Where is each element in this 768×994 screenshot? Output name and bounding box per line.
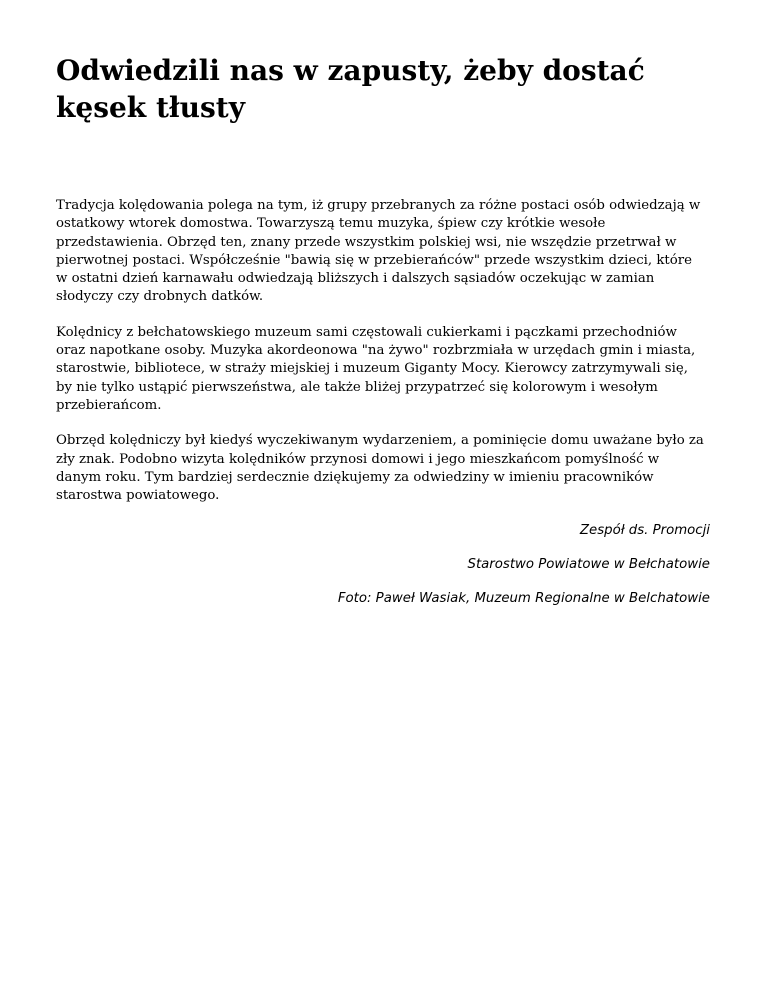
article-paragraph: Tradycja kolędowania polega na tym, iż grupy przebranych za różne postaci osób odwiedzają w ostatkowy wtorek domostwa. Towarzyszą temu muzyka, śpiew czy krótkie wesołe przedstawienia. Obrzęd ten, znany przede wszystkim polskiej wsi, nie wszędzie przetrwał w pierwotnej postaci. Współcześnie "bawią się w przebierańców" przede wszystkim dzieci, które w ostatni dzień karnawału odwiedzają bliższych i dalszych sąsiadów oczekując w zamian słodyczy czy drobnych datków. [56, 198, 701, 305]
article-paragraph: Obrzęd kolędniczy był kiedyś wyczekiwanym wydarzeniem, a pominięcie domu uważane było za zły znak. Podobno wizyta kolędników przynosi domowi i jego mieszkańcom pomyślność w danym roku. Tym bardziej serdecznie dziękujemy za odwiedziny w imieniu pracowników starostwa powiatowego. [56, 433, 704, 504]
credit-photo: Foto: Paweł Wasiak, Muzeum Regionalne w Belchatowie [337, 591, 710, 607]
credit-team: Zespół ds. Promocji [579, 523, 710, 539]
article-credits [56, 522, 712, 608]
article-body [56, 197, 712, 505]
article-title: Odwiedzili nas w zapusty, żeby dostać kęsek tłusty [56, 54, 645, 124]
article [56, 52, 712, 624]
credit-office: Starostwo Powiatowe w Bełchatowie [467, 557, 710, 573]
article-paragraph: Kolędnicy z bełchatowskiego muzeum sami częstowali cukierkami i pączkami przechodniów oraz napotkane osoby. Muzyka akordeonowa "na żywo" rozbrzmiała w urzędach gmin i miasta, starostwie, bibliotece, w straży miejskiej i muzeum Giganty Mocy. Kierowcy zatrzymywali się, by nie tylko ustąpić pierwszeństwa, ale także bliżej przypatrzeć się kolorowym i wesołym przebierańcom. [56, 324, 696, 413]
